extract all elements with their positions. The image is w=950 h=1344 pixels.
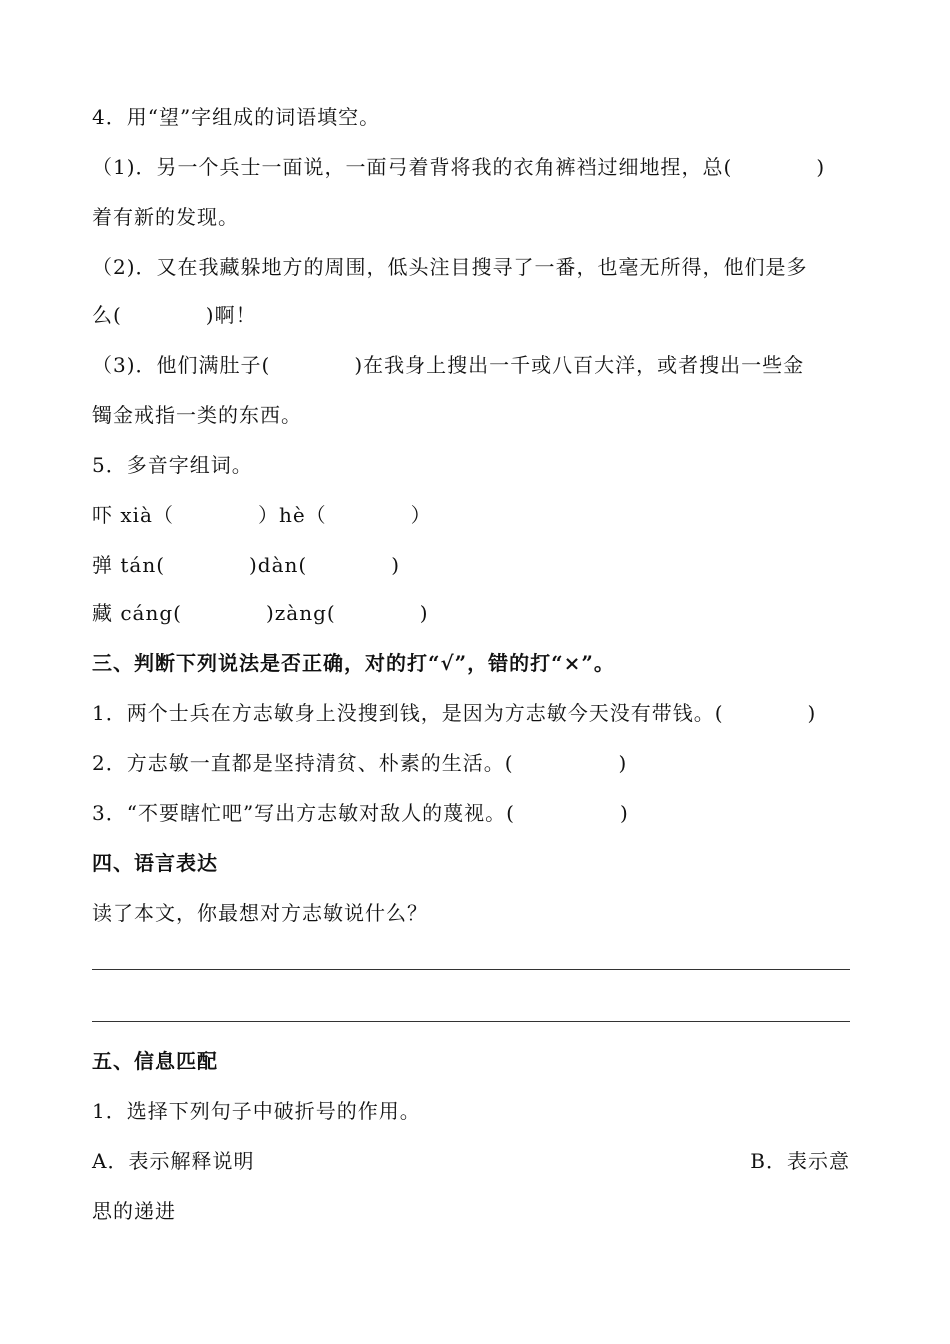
sec5-item-1: 1．选择下列句子中破折号的作用。 — [92, 1099, 421, 1123]
q4-sentence-2-cont: 么( )啊！ — [92, 303, 257, 327]
sec5-option-b-cont: 思的递进 — [92, 1199, 176, 1223]
sec5-option-a: A．表示解释说明 — [92, 1149, 255, 1173]
sec3-item-3: 3．“不要瞎忙吧”写出方志敏对敌人的蔑视。( ) — [92, 801, 629, 825]
q4-sentence-1-cont: 着有新的发现。 — [92, 205, 239, 229]
section-4-title: 四、语言表达 — [92, 851, 218, 875]
q4-sentence-1: （1)．另一个兵士一面说，一面弓着背将我的衣角裤裆过细地捏，总( ) — [92, 155, 826, 179]
q5-line-cang: 藏 cáng( )zàng( ) — [92, 601, 429, 625]
sec3-item-1: 1．两个士兵在方志敏身上没搜到钱，是因为方志敏今天没有带钱。( ) — [92, 701, 817, 725]
q4-title: 4．用“望”字组成的词语填空。 — [92, 105, 381, 129]
section-3-title: 三、判断下列说法是否正确，对的打“√”，错的打“×”。 — [92, 651, 615, 675]
answer-line-1 — [92, 969, 850, 970]
sec3-item-2: 2．方志敏一直都是坚持清贫、朴素的生活。( ) — [92, 751, 628, 775]
q4-sentence-2: （2)．又在我藏躲地方的周围，低头注目搜寻了一番，也毫无所得，他们是多 — [92, 255, 808, 279]
q4-sentence-3: （3)．他们满肚子( )在我身上搜出一千或八百大洋，或者搜出一些金 — [92, 353, 805, 377]
q5-line-xia: 吓 xià（ ）hè（ ） — [92, 503, 432, 527]
q5-title: 5．多音字组词。 — [92, 453, 253, 477]
section-5-title: 五、信息匹配 — [92, 1049, 218, 1073]
q4-sentence-3-cont: 镯金戒指一类的东西。 — [92, 403, 302, 427]
answer-line-2 — [92, 1021, 850, 1022]
sec5-option-b: B．表示意 — [750, 1149, 850, 1173]
sec4-prompt: 读了本文，你最想对方志敏说什么？ — [92, 901, 428, 925]
q5-line-tan: 弹 tán( )dàn( ) — [92, 553, 401, 577]
